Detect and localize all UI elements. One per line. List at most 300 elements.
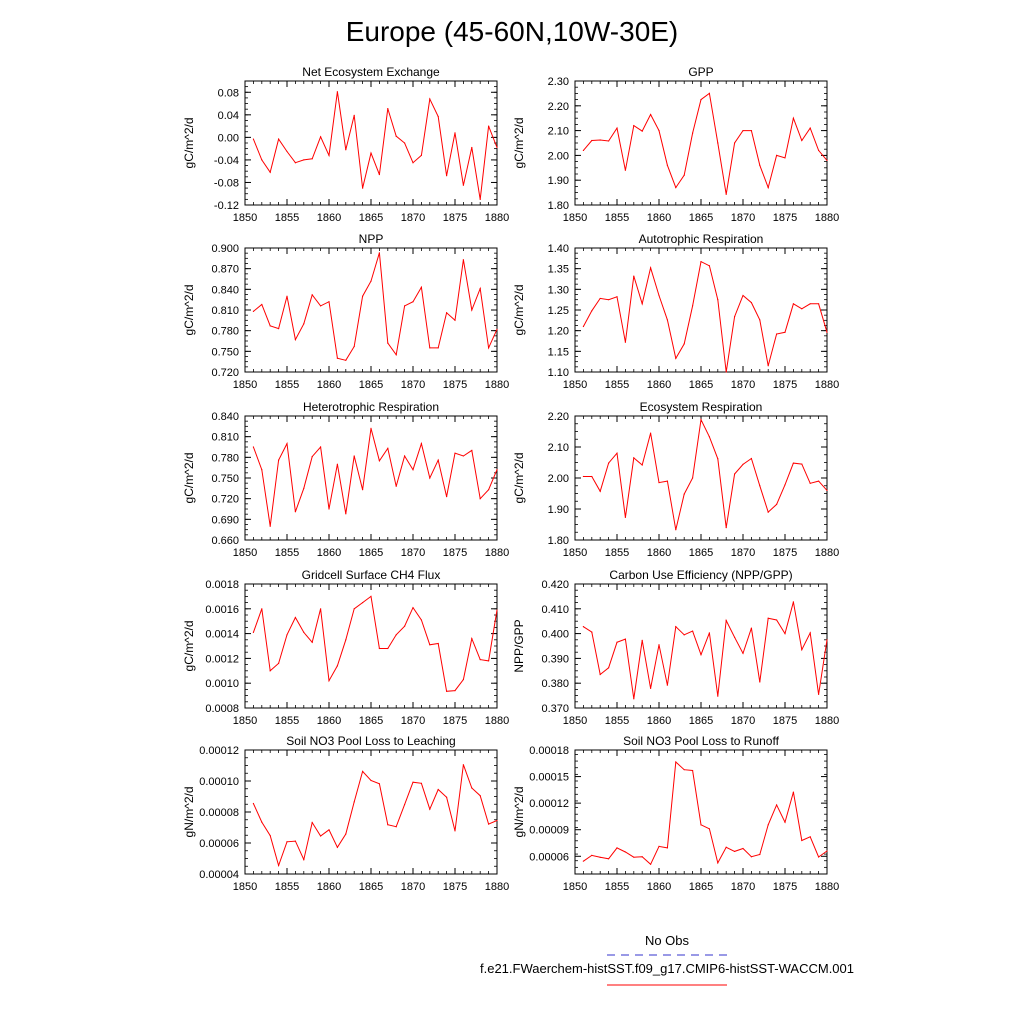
data-point xyxy=(480,288,481,289)
data-point xyxy=(692,132,693,133)
panel-title: Gridcell Surface CH4 Flux xyxy=(301,568,441,582)
data-point xyxy=(658,130,659,131)
panel-1 xyxy=(182,65,509,224)
data-point xyxy=(650,864,651,865)
data-point xyxy=(328,680,329,681)
data-point xyxy=(583,861,584,862)
y-tick-label: 0.00009 xyxy=(529,824,569,837)
data-point xyxy=(446,797,447,798)
data-point xyxy=(488,347,489,348)
data-point xyxy=(751,856,752,857)
data-point xyxy=(600,298,601,299)
data-point xyxy=(751,130,752,131)
data-point xyxy=(471,787,472,788)
plot-frame xyxy=(245,416,497,540)
data-point xyxy=(463,185,464,186)
data-point xyxy=(717,142,718,143)
data-point xyxy=(253,446,254,447)
data-point xyxy=(633,857,634,858)
data-point xyxy=(286,443,287,444)
data-point xyxy=(471,638,472,639)
panel-title: Soil NO3 Pool Loss to Runoff xyxy=(623,734,779,748)
data-point xyxy=(370,153,371,154)
x-tick-label: 1865 xyxy=(358,379,384,391)
y-tick-label: 1.90 xyxy=(547,175,569,188)
x-tick-label: 1880 xyxy=(814,212,840,224)
data-point xyxy=(471,450,472,451)
x-tick-label: 1860 xyxy=(646,881,672,893)
data-point xyxy=(454,320,455,321)
y-axis-label: gN/m^2/d xyxy=(182,786,196,838)
data-point xyxy=(801,463,802,464)
x-tick-label: 1875 xyxy=(442,547,468,559)
panels-container xyxy=(182,65,839,893)
data-point xyxy=(396,486,397,487)
data-point xyxy=(591,310,592,311)
x-tick-label: 1855 xyxy=(274,379,300,391)
y-tick-label: 0.04 xyxy=(217,109,239,122)
x-tick-label: 1875 xyxy=(442,881,468,893)
data-point xyxy=(261,608,262,609)
x-tick-label: 1865 xyxy=(358,881,384,893)
panel-title: Net Ecosystem Exchange xyxy=(302,65,440,79)
data-point xyxy=(320,305,321,306)
data-point xyxy=(768,365,769,366)
y-tick-label: 0.870 xyxy=(211,263,239,276)
x-tick-label: 1880 xyxy=(484,212,510,224)
data-point xyxy=(286,634,287,635)
panel-10 xyxy=(512,734,839,893)
y-tick-label: 1.40 xyxy=(547,243,569,255)
data-point xyxy=(600,491,601,492)
data-point xyxy=(784,822,785,823)
x-tick-label: 1865 xyxy=(688,379,714,391)
y-tick-label: 0.720 xyxy=(211,367,239,379)
data-point xyxy=(387,108,388,109)
y-tick-label: 2.00 xyxy=(547,473,569,485)
data-point xyxy=(345,149,346,150)
x-tick-label: 1880 xyxy=(484,881,510,893)
data-point xyxy=(591,632,592,633)
y-tick-label: 2.10 xyxy=(547,125,569,138)
data-point xyxy=(751,302,752,303)
data-point xyxy=(734,473,735,474)
data-point xyxy=(463,455,464,456)
legend xyxy=(480,933,854,985)
data-point xyxy=(496,329,497,330)
data-point xyxy=(404,142,405,143)
data-point xyxy=(700,824,701,825)
x-tick-label: 1865 xyxy=(688,715,714,727)
data-point xyxy=(810,483,811,484)
data-point xyxy=(303,632,304,633)
x-tick-label: 1855 xyxy=(274,881,300,893)
legend-model-label: f.e21.FWaerchem-histSST.f09_g17.CMIP6-histSST-WACCM.001 xyxy=(480,961,854,976)
data-point xyxy=(751,458,752,459)
data-point xyxy=(784,633,785,634)
plot-frame xyxy=(245,750,497,874)
data-point xyxy=(438,643,439,644)
data-point xyxy=(429,644,430,645)
panel-title: NPP xyxy=(358,232,384,246)
x-tick-label: 1875 xyxy=(772,715,798,727)
data-point xyxy=(642,856,643,857)
y-tick-label: 0.00 xyxy=(217,132,239,145)
data-point xyxy=(295,162,296,163)
series-line xyxy=(583,262,827,372)
data-point xyxy=(776,619,777,620)
data-point xyxy=(387,342,388,343)
data-point xyxy=(717,458,718,459)
data-point xyxy=(379,252,380,253)
data-point xyxy=(404,804,405,805)
data-point xyxy=(742,848,743,849)
x-tick-label: 1850 xyxy=(232,379,258,391)
x-tick-label: 1865 xyxy=(688,881,714,893)
data-point xyxy=(303,323,304,324)
x-tick-label: 1880 xyxy=(484,715,510,727)
x-tick-label: 1875 xyxy=(772,547,798,559)
y-tick-label: 0.00018 xyxy=(529,745,569,757)
panel-9 xyxy=(182,734,509,893)
data-point xyxy=(768,187,769,188)
data-point xyxy=(793,303,794,304)
data-point xyxy=(446,496,447,497)
data-point xyxy=(345,639,346,640)
data-point xyxy=(608,140,609,141)
data-point xyxy=(642,130,643,131)
y-tick-label: 0.720 xyxy=(211,493,239,506)
series-line xyxy=(253,428,497,526)
x-tick-label: 1850 xyxy=(562,212,588,224)
data-point xyxy=(583,476,584,477)
x-tick-label: 1865 xyxy=(358,715,384,727)
x-tick-label: 1855 xyxy=(274,715,300,727)
x-tick-label: 1870 xyxy=(730,212,756,224)
y-tick-label: 0.00010 xyxy=(199,776,239,788)
data-point xyxy=(709,632,710,633)
data-point xyxy=(734,142,735,143)
data-point xyxy=(354,801,355,802)
x-tick-label: 1875 xyxy=(442,212,468,224)
data-point xyxy=(801,840,802,841)
data-point xyxy=(726,371,727,372)
data-point xyxy=(471,147,472,148)
data-point xyxy=(583,626,584,627)
data-point xyxy=(488,125,489,126)
data-point xyxy=(421,619,422,620)
data-point xyxy=(675,187,676,188)
data-point xyxy=(692,770,693,771)
data-point xyxy=(675,761,676,762)
x-tick-label: 1865 xyxy=(688,547,714,559)
data-point xyxy=(650,114,651,115)
y-tick-label: 0.660 xyxy=(211,535,239,547)
series-line xyxy=(253,765,497,866)
panel-title: Soil NO3 Pool Loss to Leaching xyxy=(286,734,456,748)
series-line xyxy=(253,253,497,360)
data-point xyxy=(370,280,371,281)
data-point xyxy=(768,618,769,619)
data-point xyxy=(454,132,455,133)
y-axis-label: gC/m^2/d xyxy=(512,117,526,169)
data-point xyxy=(600,139,601,140)
data-point xyxy=(625,638,626,639)
x-tick-label: 1865 xyxy=(358,547,384,559)
data-point xyxy=(480,795,481,796)
x-tick-label: 1850 xyxy=(562,715,588,727)
data-point xyxy=(278,138,279,139)
x-tick-label: 1860 xyxy=(316,881,342,893)
data-point xyxy=(337,464,338,465)
data-point xyxy=(826,850,827,851)
data-point xyxy=(253,311,254,312)
data-point xyxy=(642,303,643,304)
data-point xyxy=(404,305,405,306)
data-point xyxy=(345,360,346,361)
data-point xyxy=(625,342,626,343)
y-axis-label: gC/m^2/d xyxy=(512,284,526,336)
x-tick-label: 1865 xyxy=(688,212,714,224)
y-tick-label: 2.00 xyxy=(547,150,569,163)
x-tick-label: 1860 xyxy=(646,547,672,559)
data-point xyxy=(810,303,811,304)
x-tick-label: 1860 xyxy=(646,379,672,391)
data-point xyxy=(751,628,752,629)
data-point xyxy=(370,428,371,429)
data-point xyxy=(717,695,718,696)
y-tick-label: 0.410 xyxy=(541,603,569,616)
data-point xyxy=(320,136,321,137)
data-point xyxy=(496,147,497,148)
data-point xyxy=(488,660,489,661)
data-point xyxy=(337,847,338,848)
data-point xyxy=(616,642,617,643)
plot-frame xyxy=(245,81,497,205)
x-tick-label: 1870 xyxy=(730,715,756,727)
x-tick-label: 1850 xyxy=(232,547,258,559)
data-point xyxy=(784,332,785,333)
data-point xyxy=(591,855,592,856)
data-point xyxy=(709,265,710,266)
data-point xyxy=(642,640,643,641)
x-tick-label: 1870 xyxy=(400,547,426,559)
data-point xyxy=(658,846,659,847)
x-tick-label: 1855 xyxy=(604,715,630,727)
data-point xyxy=(320,446,321,447)
data-point xyxy=(312,822,313,823)
data-point xyxy=(675,529,676,530)
data-point xyxy=(387,824,388,825)
x-tick-label: 1865 xyxy=(358,212,384,224)
data-point xyxy=(261,159,262,160)
data-point xyxy=(429,98,430,99)
legend-obs-label: No Obs xyxy=(644,933,690,948)
data-point xyxy=(295,339,296,340)
data-point xyxy=(684,769,685,770)
data-point xyxy=(362,489,363,490)
data-point xyxy=(700,654,701,655)
data-point xyxy=(270,526,271,527)
data-point xyxy=(387,648,388,649)
data-point xyxy=(793,463,794,464)
data-point xyxy=(429,809,430,810)
data-point xyxy=(488,823,489,824)
data-point xyxy=(600,857,601,858)
x-tick-label: 1870 xyxy=(730,881,756,893)
data-point xyxy=(488,489,489,490)
data-point xyxy=(684,343,685,344)
data-point xyxy=(818,303,819,304)
data-point xyxy=(726,847,727,848)
data-point xyxy=(726,620,727,621)
data-point xyxy=(412,301,413,302)
data-point xyxy=(810,632,811,633)
y-axis-label: gN/m^2/d xyxy=(512,786,526,838)
data-point xyxy=(793,601,794,602)
data-point xyxy=(826,160,827,161)
data-point xyxy=(810,836,811,837)
data-point xyxy=(742,464,743,465)
x-tick-label: 1855 xyxy=(604,379,630,391)
data-point xyxy=(625,517,626,518)
data-point xyxy=(286,151,287,152)
x-tick-label: 1860 xyxy=(316,379,342,391)
y-tick-label: 0.840 xyxy=(211,284,239,297)
x-tick-label: 1880 xyxy=(814,379,840,391)
y-tick-label: 0.00012 xyxy=(199,745,239,757)
data-point xyxy=(608,667,609,668)
data-point xyxy=(801,140,802,141)
data-point xyxy=(438,459,439,460)
y-tick-label: 0.780 xyxy=(211,325,239,338)
data-point xyxy=(312,158,313,159)
x-tick-label: 1860 xyxy=(316,547,342,559)
data-point xyxy=(591,476,592,477)
x-tick-label: 1850 xyxy=(232,212,258,224)
y-axis-label: gC/m^2/d xyxy=(182,620,196,672)
data-point xyxy=(261,469,262,470)
data-point xyxy=(742,295,743,296)
y-tick-label: -0.12 xyxy=(213,200,239,212)
x-tick-label: 1850 xyxy=(562,881,588,893)
y-axis-label: gC/m^2/d xyxy=(512,452,526,504)
data-point xyxy=(328,301,329,302)
data-point xyxy=(496,469,497,470)
y-tick-label: 0.780 xyxy=(211,452,239,465)
panel-3 xyxy=(182,232,509,391)
data-point xyxy=(759,485,760,486)
data-point xyxy=(625,170,626,171)
y-tick-label: 0.840 xyxy=(211,411,239,423)
data-point xyxy=(726,194,727,195)
data-point xyxy=(625,851,626,852)
data-point xyxy=(768,511,769,512)
series-line xyxy=(583,420,827,530)
data-point xyxy=(684,634,685,635)
y-tick-label: 0.0018 xyxy=(205,579,239,591)
data-point xyxy=(633,457,634,458)
data-point xyxy=(742,130,743,131)
y-tick-label: 2.30 xyxy=(547,76,569,88)
x-tick-label: 1870 xyxy=(400,212,426,224)
data-point xyxy=(684,175,685,176)
data-point xyxy=(776,155,777,156)
data-point xyxy=(784,157,785,158)
data-point xyxy=(354,608,355,609)
y-tick-label: 1.80 xyxy=(547,200,569,212)
data-point xyxy=(667,481,668,482)
data-point xyxy=(328,829,329,830)
data-point xyxy=(480,199,481,200)
y-tick-label: 0.00008 xyxy=(199,807,239,819)
y-tick-label: 2.20 xyxy=(547,411,569,423)
data-point xyxy=(320,608,321,609)
data-point xyxy=(412,469,413,470)
data-point xyxy=(726,527,727,528)
panel-title: GPP xyxy=(688,65,714,79)
y-tick-label: 1.15 xyxy=(547,346,569,359)
x-tick-label: 1860 xyxy=(316,212,342,224)
panel-title: Heterotrophic Respiration xyxy=(302,400,440,414)
data-point xyxy=(667,165,668,166)
data-point xyxy=(412,607,413,608)
data-point xyxy=(370,780,371,781)
y-tick-label: 1.80 xyxy=(547,535,569,547)
data-point xyxy=(312,456,313,457)
data-point xyxy=(759,854,760,855)
y-tick-label: 0.00006 xyxy=(529,851,569,864)
data-point xyxy=(387,448,388,449)
y-tick-label: 0.00006 xyxy=(199,838,239,850)
plot-frame xyxy=(575,416,827,540)
data-point xyxy=(404,626,405,627)
y-tick-label: 0.750 xyxy=(211,346,239,359)
y-tick-label: 1.30 xyxy=(547,284,569,297)
x-tick-label: 1875 xyxy=(772,379,798,391)
data-point xyxy=(337,665,338,666)
y-tick-label: 1.35 xyxy=(547,263,569,276)
data-point xyxy=(709,828,710,829)
data-point xyxy=(734,637,735,638)
x-tick-label: 1860 xyxy=(316,715,342,727)
x-tick-label: 1875 xyxy=(442,715,468,727)
data-point xyxy=(480,498,481,499)
data-point xyxy=(784,484,785,485)
data-point xyxy=(362,187,363,188)
y-tick-label: -0.04 xyxy=(213,154,239,167)
data-point xyxy=(396,354,397,355)
x-tick-label: 1850 xyxy=(232,715,258,727)
data-point xyxy=(650,432,651,433)
data-point xyxy=(616,453,617,454)
data-point xyxy=(759,319,760,320)
data-point xyxy=(396,634,397,635)
x-tick-label: 1855 xyxy=(604,212,630,224)
y-tick-label: 0.900 xyxy=(211,243,239,255)
data-point xyxy=(328,508,329,509)
data-point xyxy=(421,287,422,288)
y-tick-label: 0.0012 xyxy=(205,653,239,666)
y-axis-label: gC/m^2/d xyxy=(182,284,196,336)
data-point xyxy=(463,764,464,765)
data-point xyxy=(650,267,651,268)
data-point xyxy=(354,115,355,116)
data-point xyxy=(463,679,464,680)
data-point xyxy=(692,305,693,306)
data-point xyxy=(429,477,430,478)
y-tick-label: 1.25 xyxy=(547,305,569,317)
